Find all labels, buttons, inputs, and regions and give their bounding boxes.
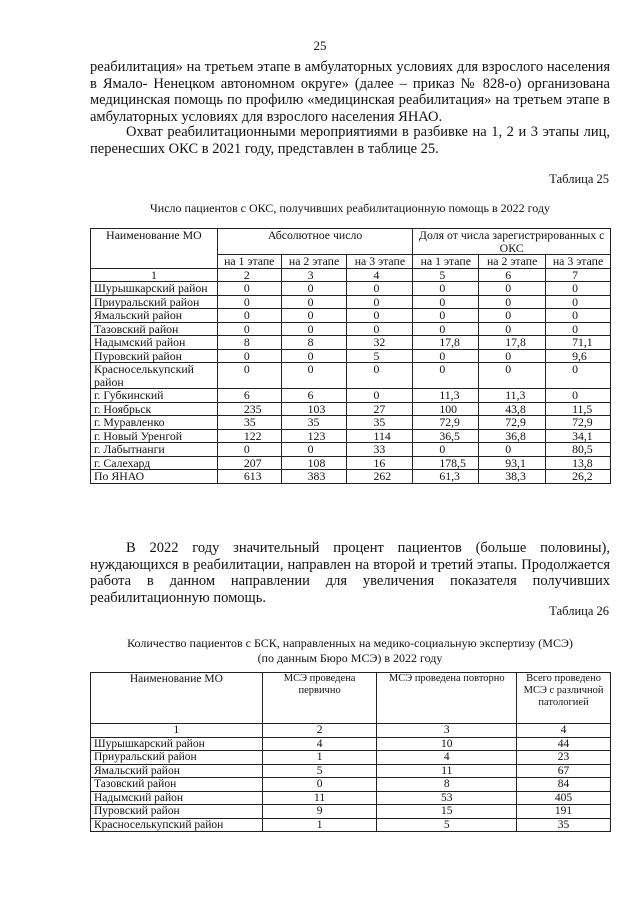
row-value: 0 (479, 322, 546, 336)
row-value: 53 (377, 791, 517, 805)
row-value: 11,3 (479, 389, 546, 403)
table25-number-row (91, 268, 611, 282)
row-name: Красноселькупский район (91, 818, 263, 832)
row-value: 17,8 (413, 336, 479, 350)
row-value: 0 (217, 309, 281, 323)
row-value: 4 (377, 751, 517, 765)
table26 (90, 672, 611, 832)
row-value: 0 (413, 282, 479, 296)
column-number: 1 (91, 724, 263, 738)
row-value: 235 (217, 402, 281, 416)
row-value: 0 (546, 389, 611, 403)
column-number: 5 (413, 268, 479, 282)
row-value: 11 (262, 791, 377, 805)
row-value: 34,1 (546, 429, 611, 443)
table26-title (90, 636, 610, 666)
row-value: 0 (281, 443, 347, 457)
row-value: 0 (347, 389, 413, 403)
row-value: 5 (262, 764, 377, 778)
table-row (91, 389, 611, 403)
table-row (91, 282, 611, 296)
row-value: 10 (377, 737, 517, 751)
row-value: 0 (347, 295, 413, 309)
row-value: 207 (217, 456, 281, 470)
row-value: 0 (217, 443, 281, 457)
row-value: 8 (217, 336, 281, 350)
row-value: 23 (517, 751, 611, 765)
row-value: 8 (377, 778, 517, 792)
row-value: 123 (281, 429, 347, 443)
row-value: 38,3 (479, 470, 546, 484)
row-value: 0 (479, 295, 546, 309)
row-value: 0 (479, 349, 546, 363)
table-row (91, 429, 611, 443)
row-value: 5 (347, 349, 413, 363)
table-row (91, 443, 611, 457)
row-name: По ЯНАО (91, 470, 218, 484)
table26-title-line: (по данным Бюро МСЭ) в 2022 году (257, 651, 443, 665)
row-value: 93,1 (479, 456, 546, 470)
row-value: 26,2 (546, 470, 611, 484)
row-value: 8 (281, 336, 347, 350)
row-value: 191 (517, 805, 611, 819)
row-value: 0 (546, 309, 611, 323)
row-value: 0 (347, 282, 413, 296)
row-value: 1 (262, 818, 377, 832)
row-value: 0 (217, 349, 281, 363)
table-row (91, 764, 611, 778)
row-value: 6 (217, 389, 281, 403)
row-value: 44 (517, 737, 611, 751)
row-name: г. Губкинский (91, 389, 218, 403)
row-value: 0 (281, 322, 347, 336)
row-value: 72,9 (546, 416, 611, 430)
column-number: 3 (377, 724, 517, 738)
table26-number-row (91, 724, 611, 738)
table-row (91, 295, 611, 309)
table25-header-share: Доля от числа зарегистрированных с ОКС (413, 229, 611, 255)
row-value: 35 (281, 416, 347, 430)
row-value: 114 (347, 429, 413, 443)
row-value: 0 (479, 282, 546, 296)
row-value: 405 (517, 791, 611, 805)
column-number: 2 (262, 724, 377, 738)
table26-caption: Таблица 26 (549, 604, 609, 618)
row-value: 108 (281, 456, 347, 470)
row-value: 103 (281, 402, 347, 416)
column-number: 4 (517, 724, 611, 738)
table-row (91, 778, 611, 792)
table25-header-stage: на 3 этапе (546, 255, 611, 269)
row-value: 100 (413, 402, 479, 416)
table25-header-stage: на 1 этапе (413, 255, 479, 269)
row-value: 0 (281, 363, 347, 389)
row-value: 71,1 (546, 336, 611, 350)
row-value: 13,8 (546, 456, 611, 470)
row-value: 0 (546, 295, 611, 309)
table25-header-stage: на 2 этапе (281, 255, 347, 269)
table25 (90, 228, 611, 484)
row-value: 0 (281, 295, 347, 309)
row-value: 35 (517, 818, 611, 832)
row-value: 35 (217, 416, 281, 430)
table25-header-abs: Абсолютное число (217, 229, 413, 255)
table-row (91, 818, 611, 832)
row-value: 0 (347, 363, 413, 389)
table25-header-stage: на 2 этапе (479, 255, 546, 269)
row-value: 0 (413, 322, 479, 336)
row-value: 613 (217, 470, 281, 484)
table26-header-name: Наименование МО (91, 673, 263, 724)
row-name: Приуральский район (91, 751, 263, 765)
row-name: Пуровский район (91, 349, 218, 363)
table25-caption: Таблица 25 (549, 172, 609, 186)
row-value: 35 (347, 416, 413, 430)
table-row (91, 402, 611, 416)
row-value: 36,5 (413, 429, 479, 443)
row-value: 11 (377, 764, 517, 778)
table-row (91, 309, 611, 323)
table-row (91, 322, 611, 336)
row-value: 0 (262, 778, 377, 792)
row-name: г. Лабытнанги (91, 443, 218, 457)
row-name: Шурышкарский район (91, 282, 218, 296)
row-value: 0 (479, 363, 546, 389)
row-value: 43,8 (479, 402, 546, 416)
row-value: 0 (413, 363, 479, 389)
paragraph-intro: реабилитация» на третьем этапе в амбулаторных условиях для взрослого населения в Ямало- Ненецком автономном округе» (далее – приказ № 828-о) организована медицинская помощь по профилю «медицинская реабилитация» на третьем этапе в амбулаторных условиях для взрослого населения ЯНАО. (90, 59, 610, 125)
table26-header-mse-primary: МСЭ проведена первично (262, 673, 377, 724)
row-value: 6 (281, 389, 347, 403)
row-name: Пуровский район (91, 805, 263, 819)
table-row (91, 751, 611, 765)
row-value: 0 (217, 295, 281, 309)
column-number: 6 (479, 268, 546, 282)
paragraph-conclusion: В 2022 году значительный процент пациентов (больше половины), нуждающихся в реабилитации, направлен на второй и третий этапы. Продолжается работа в данном направлении для увеличения показателя получивших реабилитационную помощь. (90, 540, 610, 606)
row-value: 0 (217, 322, 281, 336)
row-value: 33 (347, 443, 413, 457)
row-value: 0 (479, 309, 546, 323)
row-value: 11,3 (413, 389, 479, 403)
table26-header-mse-repeat: МСЭ проведена повторно (377, 673, 517, 724)
row-value: 0 (413, 349, 479, 363)
table25-title: Число пациентов с ОКС, получивших реабилитационную помощь в 2022 году (149, 201, 551, 215)
row-value: 262 (347, 470, 413, 484)
table25-header-stage: на 3 этапе (347, 255, 413, 269)
page-number: 25 (313, 38, 327, 53)
row-value: 4 (262, 737, 377, 751)
table-row (91, 470, 611, 484)
row-name: Приуральский район (91, 295, 218, 309)
row-name: Красноселькупский район (91, 363, 218, 389)
row-name: г. Ноябрьск (91, 402, 218, 416)
row-name: г. Новый Уренгой (91, 429, 218, 443)
row-value: 61,3 (413, 470, 479, 484)
row-value: 178,5 (413, 456, 479, 470)
table-row (91, 416, 611, 430)
row-value: 32 (347, 336, 413, 350)
row-value: 0 (347, 322, 413, 336)
row-value: 15 (377, 805, 517, 819)
row-value: 67 (517, 764, 611, 778)
row-value: 0 (413, 443, 479, 457)
row-name: Тазовский район (91, 322, 218, 336)
row-value: 383 (281, 470, 347, 484)
row-value: 1 (262, 751, 377, 765)
table-row (91, 737, 611, 751)
row-value: 9 (262, 805, 377, 819)
row-value: 0 (217, 363, 281, 389)
row-value: 17,8 (479, 336, 546, 350)
column-number: 1 (91, 268, 218, 282)
row-value: 27 (347, 402, 413, 416)
column-number: 4 (347, 268, 413, 282)
row-value: 0 (413, 295, 479, 309)
column-number: 3 (281, 268, 347, 282)
table25-header-name: Наименование МО (91, 229, 218, 269)
row-value: 9,6 (546, 349, 611, 363)
row-value: 0 (546, 282, 611, 296)
row-value: 16 (347, 456, 413, 470)
row-value: 84 (517, 778, 611, 792)
row-value: 0 (479, 443, 546, 457)
row-value: 0 (281, 282, 347, 296)
row-value: 0 (546, 322, 611, 336)
row-value: 0 (347, 309, 413, 323)
row-value: 0 (281, 349, 347, 363)
row-name: г. Муравленко (91, 416, 218, 430)
table26-header-total: Всего проведено МСЭ с различной патологией (517, 673, 611, 724)
column-number: 2 (217, 268, 281, 282)
row-name: г. Салехард (91, 456, 218, 470)
row-name: Надымский район (91, 791, 263, 805)
column-number: 7 (546, 268, 611, 282)
row-value: 0 (413, 309, 479, 323)
table-row (91, 349, 611, 363)
row-value: 72,9 (479, 416, 546, 430)
row-name: Ямальский район (91, 764, 263, 778)
row-value: 36,8 (479, 429, 546, 443)
row-name: Ямальский район (91, 309, 218, 323)
row-value: 5 (377, 818, 517, 832)
row-value: 0 (281, 309, 347, 323)
table-row (91, 336, 611, 350)
row-value: 122 (217, 429, 281, 443)
table26-title-line: Количество пациентов с БСК, направленных на медико-социальную экспертизу (МСЭ) (127, 636, 573, 650)
table25-header-stage: на 1 этапе (217, 255, 281, 269)
table-row (91, 456, 611, 470)
row-name: Тазовский район (91, 778, 263, 792)
row-value: 0 (546, 363, 611, 389)
row-value: 80,5 (546, 443, 611, 457)
row-value: 72,9 (413, 416, 479, 430)
table-row (91, 791, 611, 805)
row-name: Надымский район (91, 336, 218, 350)
row-name: Шурышкарский район (91, 737, 263, 751)
row-value: 11,5 (546, 402, 611, 416)
table-row (91, 363, 611, 389)
table-row (91, 805, 611, 819)
paragraph-coverage: Охват реабилитационными мероприятиями в разбивке на 1, 2 и 3 этапы лиц, перенесших ОКС в 2021 году, представлен в таблице 25. (90, 124, 610, 157)
row-value: 0 (217, 282, 281, 296)
